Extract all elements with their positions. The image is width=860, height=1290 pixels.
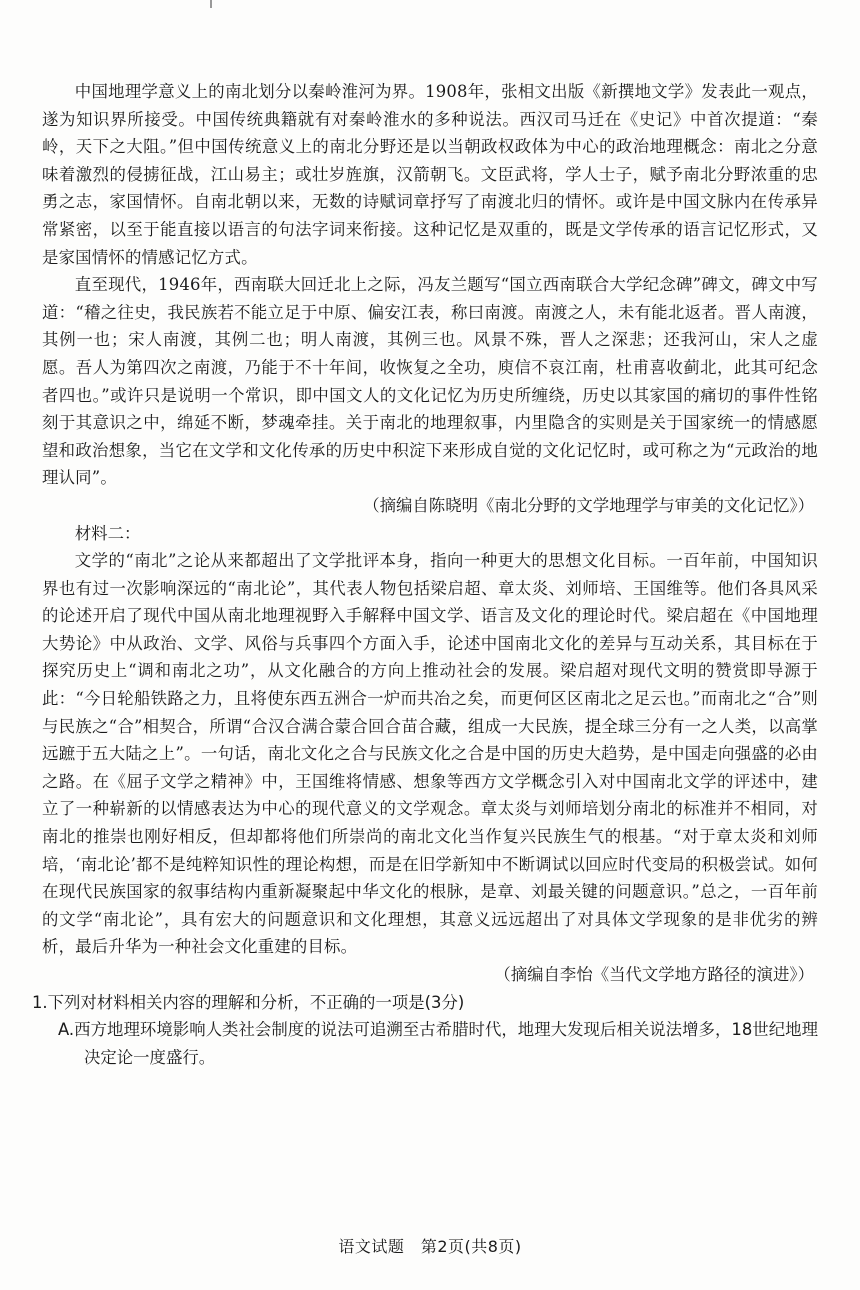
material-one-paragraph-2: 直至现代，1946年，西南联大回迁北上之际，冯友兰题写“国立西南联合大学纪念碑”碑文，碑文中写道：“稽之往史，我民族若不能立足于中原、偏安江表，称曰南渡。南渡之人，未有能北返者。晋人南渡，其例一也；宋人南渡，其例二也；明人南渡，其例三也。风景不殊，晋人之深悲；还我河山，宋人之虚愿。吾人为第四次之南渡，乃能于不十年间，收恢复之全功，庾信不哀江南，杜甫喜收蓟北，此其可纪念者四也。”或许只是说明一个常识，即中国文人的文化记忆为历史所缠绕，历史以其家国的痛切的事件性铭刻于其意识之中，绵延不断，梦魂牵挂。关于南北的地理叙事，内里隐含的实则是关于国家统一的情感愿望和政治想象，当它在文学和文化传承的历史中积淀下来形成自觉的文化记忆时，或可称之为“元政治的地理认同”。: [42, 275, 818, 488]
scan-mark: [210, 0, 212, 8]
material-two-heading: 材料二：: [74, 523, 141, 543]
material-one-paragraph-1: 中国地理学意义上的南北划分以秦岭淮河为界。1908年，张相文出版《新撰地文学》发表此一观点，遂为知识界所接受。中国传统典籍就有对秦岭淮水的多种说法。西汉司马迁在《史记》中首次提道：“秦岭，天下之大阻。”但中国传统意义上的南北分野还是以当朝政权政体为中心的政治地理概念：南北之分意味着激烈的侵掳征战，江山易主；或壮岁旌旗，汉箭朝飞。文臣武将，学人士子，赋予南北分野浓重的忠勇之志，家国情怀。自南北朝以来，无数的诗赋词章抒写了南渡北归的情怀。或许是中国文脉内在传承异常紧密，以至于能直接以语言的句法字词来衔接。这种记忆是双重的，既是文学传承的语言记忆形式，又是家国情怀的情感记忆方式。: [42, 82, 818, 267]
page-content: [32, 78, 818, 1071]
material-two-source: （摘编自李怡《当代文学地方路径的演进》）: [494, 965, 814, 984]
question-1-stem: 1.下列对材料相关内容的理解和分析，不正确的一项是(3分): [32, 992, 465, 1012]
material-two-paragraph-1: 文学的“南北”之论从来都超出了文学批评本身，指向一种更大的思想文化目标。一百年前，中国知识界也有过一次影响深远的“南北论”，其代表人物包括梁启超、章太炎、刘师培、王国维等。他们各具风采的论述开启了现代中国从南北地理视野入手解释中国文学、语言及文化的理论时代。梁启超在《中国地理大势论》中从政治、文学、风俗与兵事四个方面入手，论述中国南北文化的差异与互动关系，其目标在于探究历史上“调和南北之功”，从文化融合的方向上推动社会的发展。梁启超对现代文明的赞赏即导源于此：“今日轮船铁路之力，且将使东西五洲合一炉而共冶之矣，而更何区区南北之足云也。”而南北之“合”则与民族之“合”相契合，所谓“合汉合满合蒙合回合苗合藏，组成一大民族，提全球三分有一之人类，以高掌远蹠于五大陆之上”。一句话，南北文化之合与民族文化之合是中国的历史大趋势，是中国走向强盛的必由之路。在《屈子文学之精神》中，王国维将情感、想象等西方文学概念引入对中国南北文学的评述中，建立了一种崭新的以情感表达为中心的现代意义的文学观念。章太炎与刘师培划分南北的标准并不相同，对南北的推崇也刚好相反，但却都将他们所崇尚的南北文化当作复兴民族生气的根基。“对于章太炎和刘师培，‘南北论’都不是纯粹知识性的理论构想，而是在旧学新知中不断调试以回应时代变局的积极尝试。如何在现代民族国家的叙事结构内重新凝聚起中华文化的根脉，是章、刘最关键的问题意识。”总之，一百年前的文学“南北论”，具有宏大的问题意识和文化理想，其意义远远超出了对具体文学现象的是非优劣的辨析，最后升华为一种社会文化重建的目标。: [42, 551, 818, 957]
question-1-option-a: A.西方地理环境影响人类社会制度的说法可追溯至古希腊时代，地理大发现后相关说法增多，18世纪地理决定论一度盛行。: [58, 1020, 818, 1067]
page-footer: 语文试题 第2页(共8页): [338, 1237, 522, 1256]
material-one-source: （摘编自陈晓明《南北分野的文学地理学与审美的文化记忆》）: [363, 495, 814, 515]
